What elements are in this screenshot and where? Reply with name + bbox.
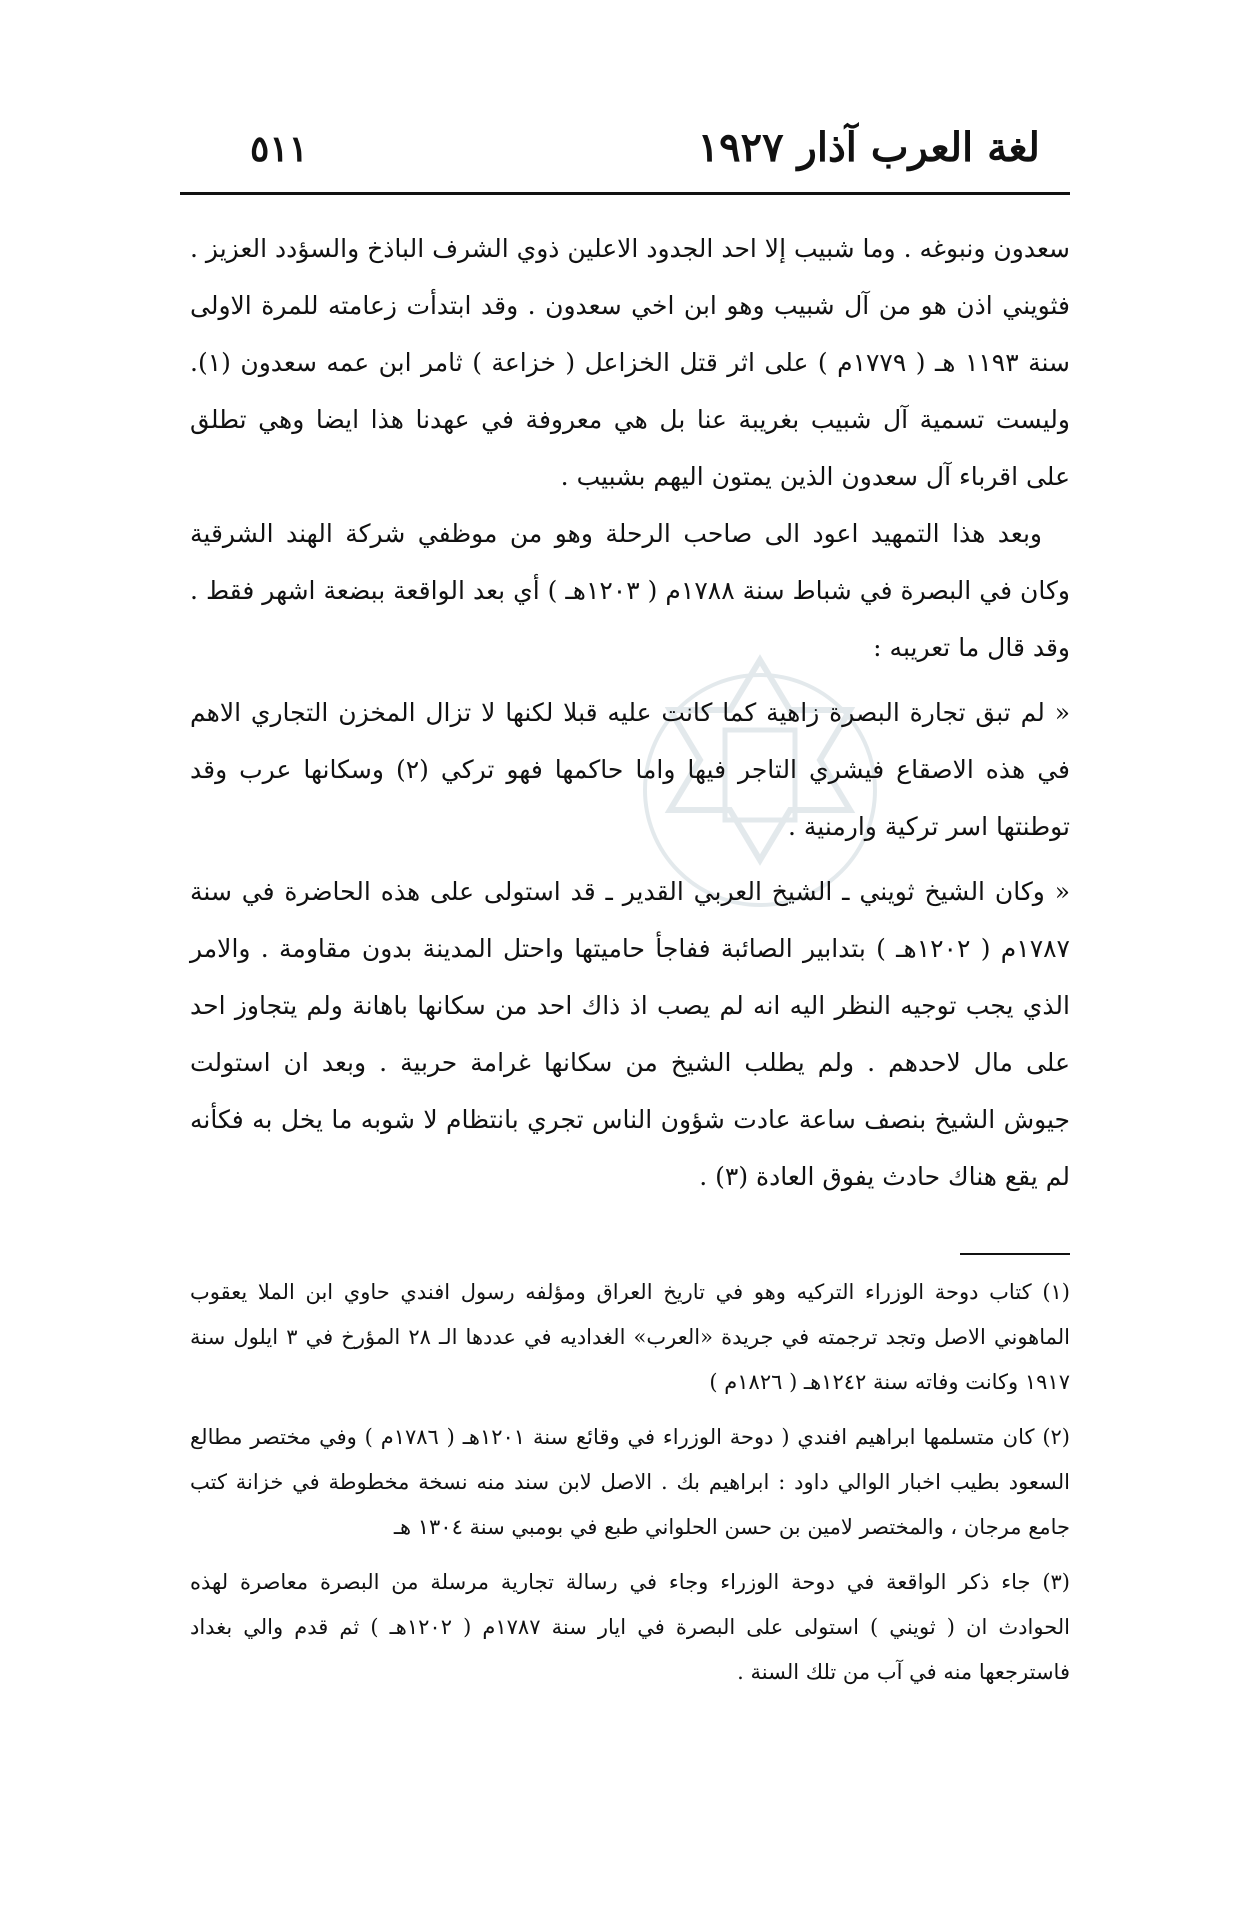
footnote: (١) كتاب دوحة الوزراء التركيه وهو في تاريخ العراق ومؤلفه رسول افندي حاوي ابن الملا يعقوب الماهوني الاصل وتجد ترجمته في جريدة «العرب» الغداديه في عددها الـ ٢٨ المؤرخ في ٣ ايلول سنة ١٩١٧ وكانت وفاته سنة ١٢٤٢هـ ( ١٨٢٦م ) bbox=[190, 1280, 1071, 1394]
page-number: ٥١١ bbox=[250, 128, 309, 170]
quote-paragraph: « لم تبق تجارة البصرة زاهية كما كانت عليه قبلا لكنها لا تزال المخزن التجاري الاهم في هذه الاصقاع فيشري التاجر فيها واما حاكمها فهو تركي (٢) وسكانها عرب وقد توطنتها اسر تركية وارمنية . bbox=[190, 698, 1070, 841]
header-rule bbox=[180, 192, 1070, 195]
paragraph: وبعد هذا التمهيد اعود الى صاحب الرحلة وهو من موظفي شركة الهند الشرقية وكان في البصرة في شباط سنة ١٧٨٨م ( ١٢٠٣هـ ) أي بعد الواقعة ببضعة اشهر فقط . وقد قال ما تعريبه : bbox=[190, 519, 1070, 662]
body-text bbox=[190, 220, 1070, 1205]
quote-paragraph: « وكان الشيخ ثويني ـ الشيخ العربي القدير ـ قد استولى على هذه الحاضرة في سنة ١٧٨٧م ( ١٢٠٢هـ ) بتدابير الصائبة ففاجأ حاميتها واحتل المدينة بدون مقاومة . والامر الذي يجب توجيه النظر اليه انه لم يصب اذ ذاك احد من سكانها باهانة ولم يتجاوز احد على مال لاحدهم . ولم يطلب الشيخ من سكانها غرامة حربية . وبعد ان استولت جيوش الشيخ بنصف ساعة عادت شؤون الناس تجري بانتظام لا شوبه ما يخل به فكأنه لم يقع هناك حادث يفوق العادة (٣) . bbox=[190, 877, 1070, 1191]
paragraph: سعدون ونبوغه . وما شبيب إلا احد الجدود الاعلين ذوي الشرف الباذخ والسؤدد العزيز . فثويني اذن هو من آل شبيب وهو ابن اخي سعدون . وقد ابتدأت زعامته للمرة الاولى سنة ١١٩٣ هـ ( ١٧٧٩م ) على اثر قتل الخزاعل ( خزاعة ) ثامر ابن عمه سعدون (١). وليست تسمية آل شبيب بغريبة عنا بل هي معروفة في عهدنا هذا ايضا وهي تطلق على اقرباء آل سعدون الذين يمتون اليهم بشبيب . bbox=[190, 234, 1071, 491]
footnotes bbox=[190, 1270, 1070, 1705]
footnote-rule bbox=[960, 1253, 1070, 1255]
footnote: (٣) جاء ذكر الواقعة في دوحة الوزراء وجاء في رسالة تجارية مرسلة من البصرة معاصرة لهذه الحوادث ان ( ثويني ) استولى على البصرة في ايار سنة ١٧٨٧م ( ١٢٠٢هـ ) ثم قدم والي بغداد فاسترجعها منه في آب من تلك السنة . bbox=[190, 1570, 1070, 1684]
running-title: لغة العرب آذار ١٩٢٧ bbox=[697, 124, 1040, 171]
footnote: (٢) كان متسلمها ابراهيم افندي ( دوحة الوزراء في وقائع سنة ١٢٠١هـ ( ١٧٨٦م ) وفي مختصر مطالع السعود بطيب اخبار الوالي داود : ابراهيم بك . الاصل لابن سند منه نسخة مخطوطة في خزانة كتب جامع مرجان ، والمختصر لامين بن حسن الحلواني طبع في بومبي سنة ١٣٠٤ هـ bbox=[190, 1425, 1070, 1539]
page-header bbox=[180, 120, 1070, 180]
